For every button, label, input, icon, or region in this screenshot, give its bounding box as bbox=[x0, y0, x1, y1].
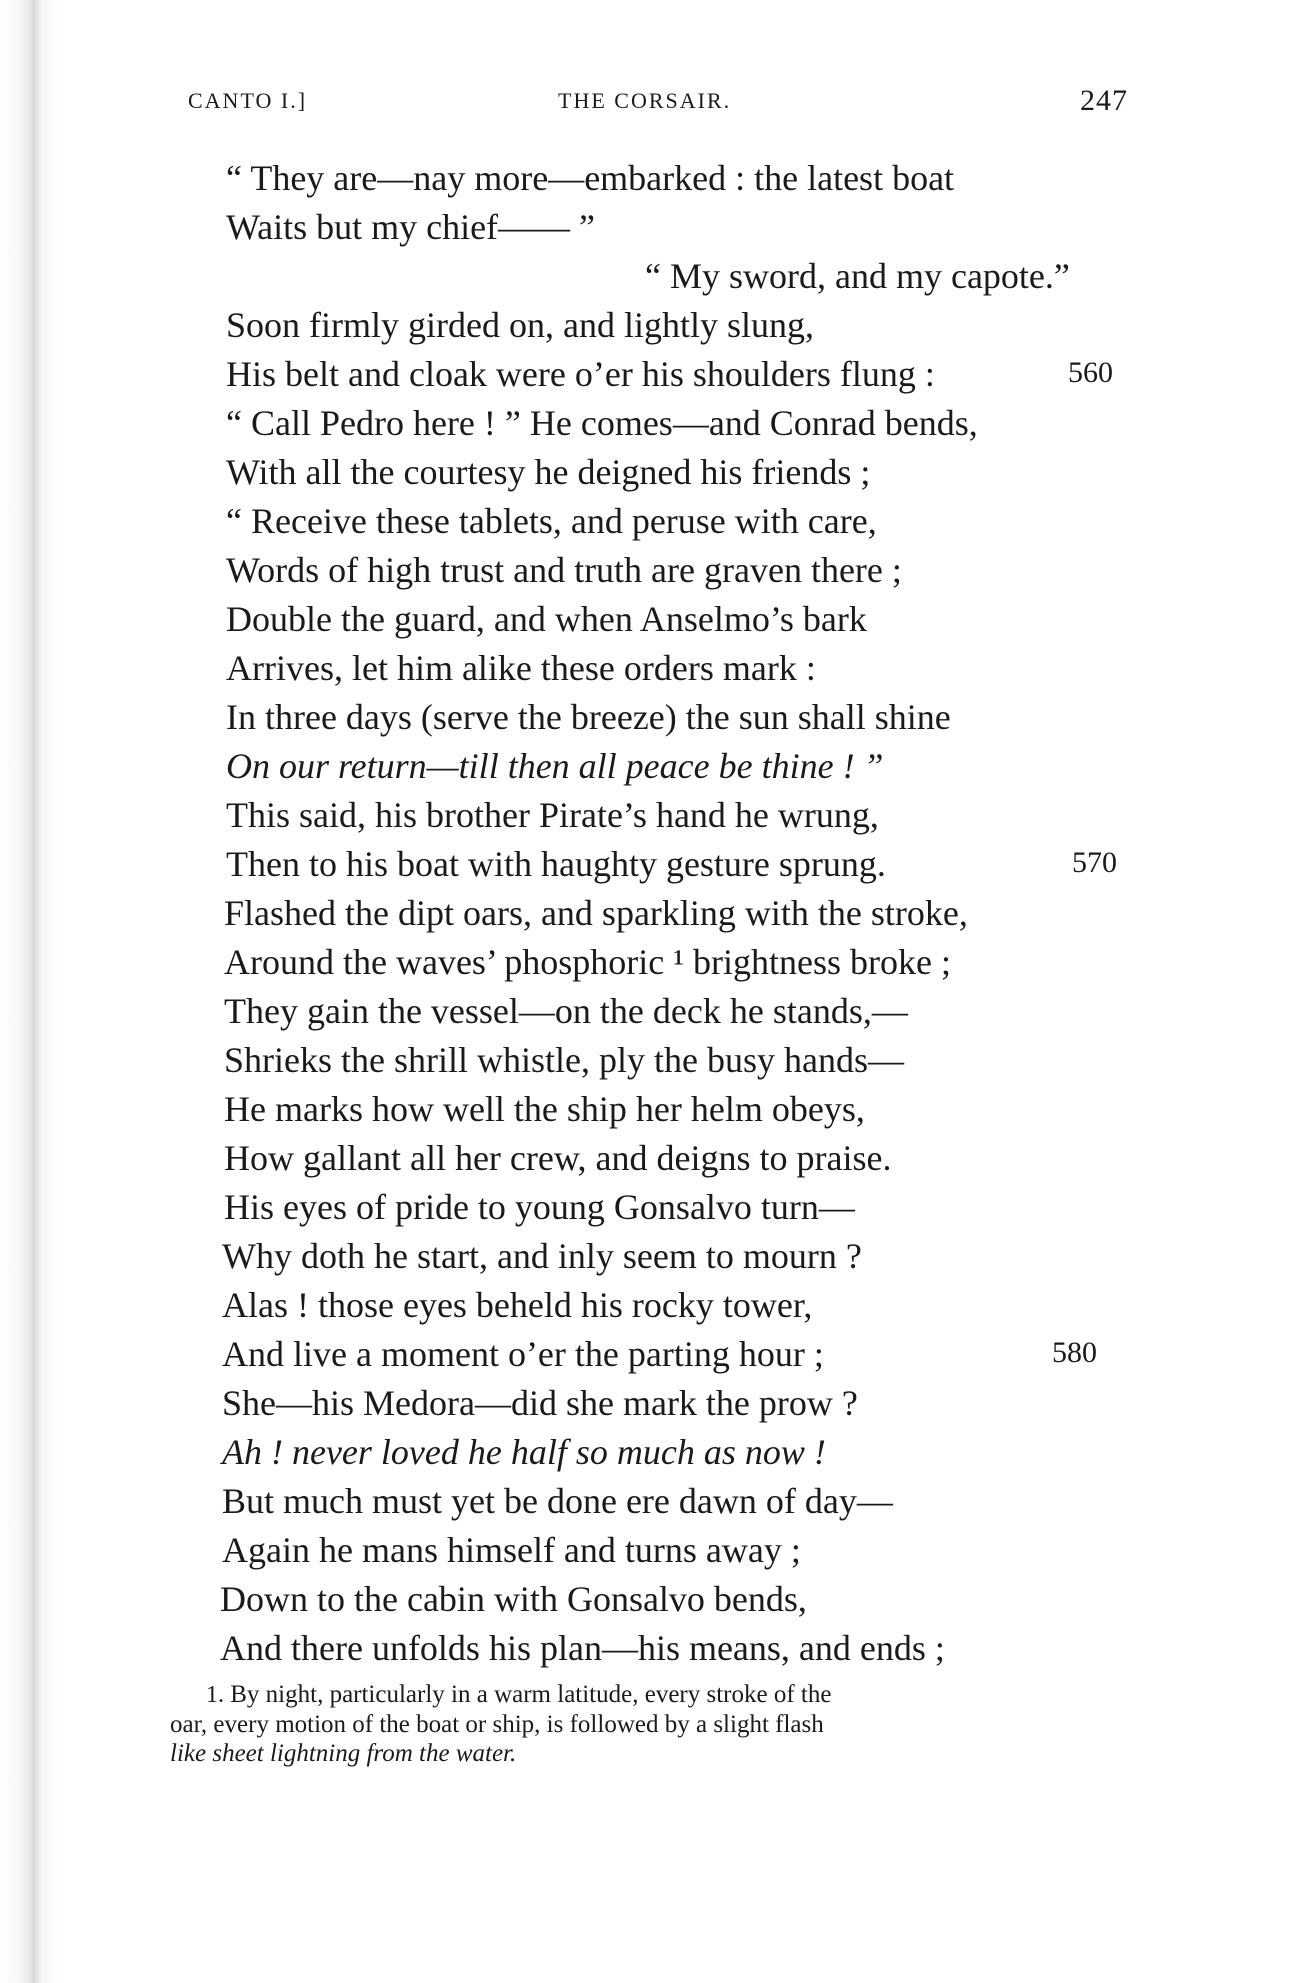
canto-label: CANTO I.] bbox=[188, 88, 308, 113]
verse-line: Alas ! those eyes beheld his rocky tower, bbox=[222, 1285, 813, 1325]
verse-line: “ My sword, and my capote.” bbox=[645, 256, 1070, 296]
footnote-number: 1. bbox=[206, 1682, 224, 1708]
verse-line: And there unfolds his plan—his means, and ends ; bbox=[220, 1628, 945, 1668]
verse-line: Why doth he start, and inly seem to mourn ? bbox=[222, 1236, 862, 1276]
line-number: 580 bbox=[1052, 1336, 1097, 1369]
verse-line: “ Call Pedro here ! ” He comes—and Conrad bends, bbox=[226, 403, 978, 443]
verse-line: Down to the cabin with Gonsalvo bends, bbox=[220, 1579, 807, 1619]
verse-line: With all the courtesy he deigned his friends ; bbox=[226, 452, 871, 492]
verse-line: “ They are—nay more—embarked : the latest boat bbox=[226, 158, 955, 198]
footnote-line: like sheet lightning from the water. bbox=[170, 1740, 517, 1767]
verse-line: How gallant all her crew, and deigns to praise. bbox=[224, 1138, 892, 1178]
verse-line: But much must yet be done ere dawn of day— bbox=[222, 1481, 893, 1521]
footnote-line: oar, every motion of the boat or ship, is followed by a slight flash bbox=[170, 1711, 824, 1738]
verse-line: Soon firmly girded on, and lightly slung, bbox=[226, 305, 814, 345]
verse-line: His belt and cloak were o’er his shoulders flung : bbox=[226, 354, 935, 394]
verse-line: On our return—till then all peace be thine ! ” bbox=[226, 746, 884, 786]
page-binding-edge bbox=[0, 0, 62, 1983]
verse-line: Words of high trust and truth are graven there ; bbox=[226, 550, 902, 590]
verse-line: Again he mans himself and turns away ; bbox=[222, 1530, 801, 1570]
verse-line: He marks how well the ship her helm obeys, bbox=[224, 1089, 865, 1129]
verse-line: Then to his boat with haughty gesture sprung. bbox=[226, 844, 886, 884]
verse-line: His eyes of pride to young Gonsalvo turn— bbox=[224, 1187, 855, 1227]
verse-line: Shrieks the shrill whistle, ply the busy hands— bbox=[224, 1040, 904, 1080]
footnote bbox=[170, 1680, 1130, 1768]
verse-line: And live a moment o’er the parting hour ; bbox=[222, 1334, 824, 1374]
footnote-line: By night, particularly in a warm latitude, every stroke of the bbox=[230, 1681, 832, 1708]
verse-line: Ah ! never loved he half so much as now ! bbox=[222, 1432, 826, 1472]
page-number: 247 bbox=[1080, 84, 1128, 117]
verse-line: This said, his brother Pirate’s hand he wrung, bbox=[226, 795, 879, 835]
verse-line: “ Receive these tablets, and peruse with care, bbox=[226, 501, 877, 541]
line-number: 570 bbox=[1072, 846, 1117, 879]
verse-line: In three days (serve the breeze) the sun shall shine bbox=[226, 697, 951, 737]
verse-line: They gain the vessel—on the deck he stands,— bbox=[224, 991, 908, 1031]
verse-line: Double the guard, and when Anselmo’s bark bbox=[226, 599, 867, 639]
book-title: THE CORSAIR. bbox=[558, 88, 732, 113]
verse-line: Around the waves’ phosphoric ¹ brightness broke ; bbox=[224, 942, 951, 982]
verse-line: Arrives, let him alike these orders mark : bbox=[226, 648, 816, 688]
verse-line: She—his Medora—did she mark the prow ? bbox=[222, 1383, 858, 1423]
running-header bbox=[188, 84, 1138, 128]
line-number: 560 bbox=[1068, 356, 1113, 389]
verse-line: Waits but my chief—— ” bbox=[226, 207, 596, 247]
verse-line: Flashed the dipt oars, and sparkling with the stroke, bbox=[224, 893, 968, 933]
